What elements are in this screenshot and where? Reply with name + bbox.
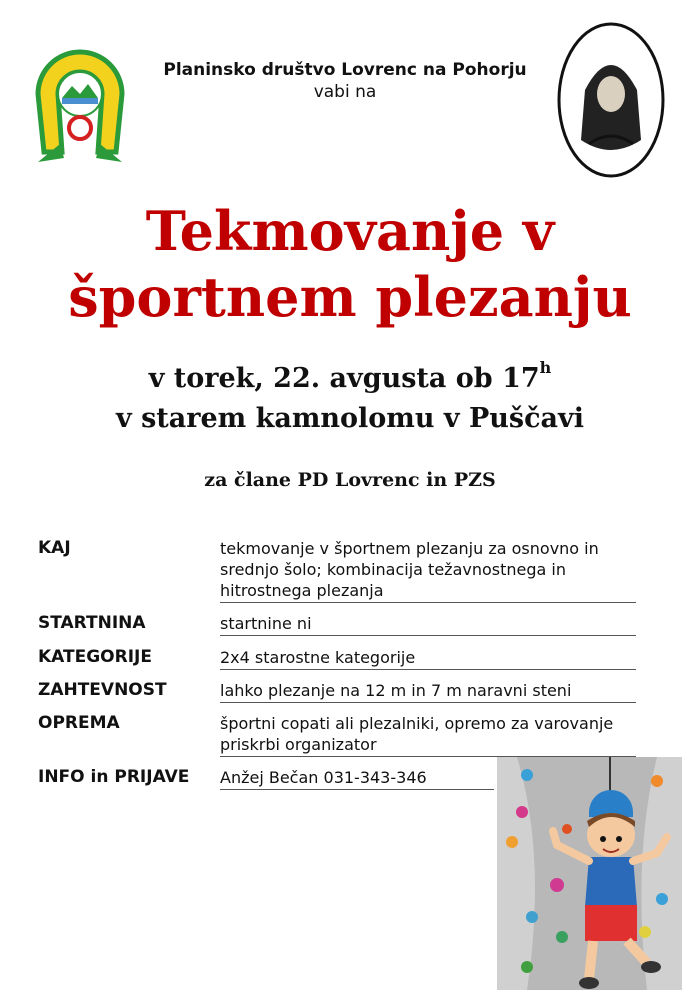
invites-text: vabi na	[313, 82, 377, 102]
info-value: 2x4 starostne kategorije	[220, 647, 636, 670]
event-when	[0, 348, 700, 439]
info-label: INFO in PRIJAVE	[38, 767, 190, 787]
info-value: športni copati ali plezalniki, opremo za varovanje priskrbi organizator	[220, 713, 636, 757]
title-line-2: športnem plezanju	[68, 265, 632, 329]
jezernikovi-dnevi-logo	[555, 20, 667, 180]
info-label: KATEGORIJE	[38, 647, 152, 667]
event-title	[0, 198, 700, 330]
info-value: startnine ni	[220, 613, 636, 636]
title-line-1: Tekmovanje v	[145, 199, 555, 263]
info-label: STARTNINA	[38, 613, 146, 633]
info-value: Anžej Bečan 031-343-346	[220, 767, 494, 790]
time-sup: h	[539, 358, 552, 377]
info-value: lahko plezanje na 12 m in 7 m naravni steni	[220, 680, 636, 703]
info-label: OPREMA	[38, 713, 120, 733]
info-label: ZAHTEVNOST	[38, 680, 167, 700]
organization-name: Planinsko društvo Lovrenc na Pohorju	[163, 60, 527, 80]
info-label: KAJ	[38, 538, 71, 558]
climber-illustration	[497, 757, 682, 990]
info-value: tekmovanje v športnem plezanju za osnovno in srednjo šolo; kombinacija težavnostnega in hitrostnega plezanja	[220, 538, 636, 603]
pd-lovrenc-logo	[30, 24, 130, 172]
audience-line: za člane PD Lovrenc in PZS	[204, 469, 496, 491]
location-line: v starem kamnolomu v Puščavi	[115, 403, 584, 434]
date-text: v torek, 22. avgusta ob 17	[148, 363, 540, 394]
date-line	[0, 348, 700, 399]
